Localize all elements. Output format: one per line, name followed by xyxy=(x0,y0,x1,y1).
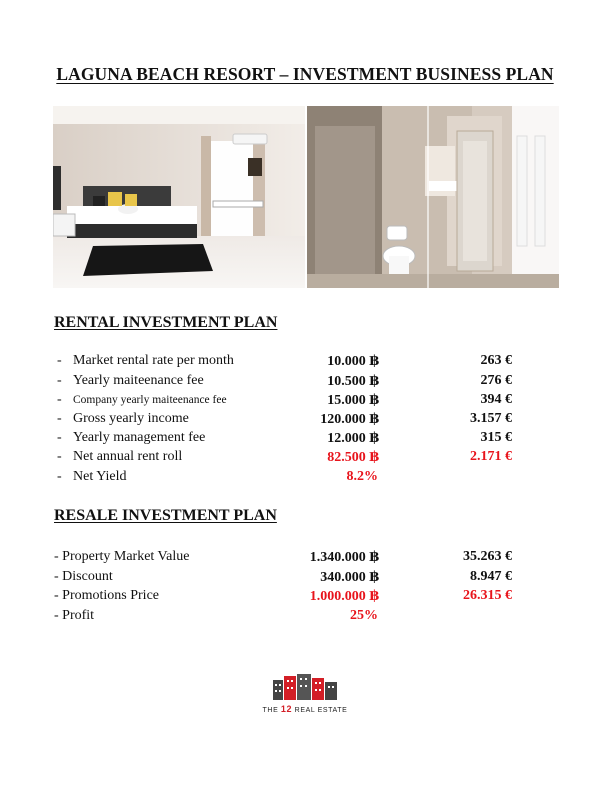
row-baht-value: 340.000 ฿ xyxy=(320,570,379,585)
row-label: Net annual rent roll xyxy=(73,449,183,464)
row-profit-value: 25% xyxy=(350,608,378,623)
row-dash: - xyxy=(57,373,62,388)
rental-row-market-rate xyxy=(0,353,610,372)
row-yield-value: 8.2% xyxy=(346,469,378,484)
buildings-logo-icon xyxy=(273,674,337,700)
rental-row-net-rent-roll xyxy=(0,449,610,468)
row-dash: - xyxy=(57,411,62,426)
logo-prefix: THE xyxy=(262,707,279,714)
page-title: LAGUNA BEACH RESORT – INVESTMENT BUSINESS PLAN xyxy=(56,64,554,84)
row-euro-value: 26.315 € xyxy=(463,588,512,603)
row-euro-value: 8.947 € xyxy=(470,569,512,584)
resale-row-market-value xyxy=(0,549,610,568)
row-baht-value: 82.500 ฿ xyxy=(327,450,379,465)
row-baht-value: 1.340.000 ฿ xyxy=(309,550,379,565)
row-baht-value: 120.000 ฿ xyxy=(320,412,379,427)
row-label: Market rental rate per month xyxy=(73,353,234,368)
row-label: - Discount xyxy=(54,569,113,584)
row-label: - Promotions Price xyxy=(54,588,159,603)
row-dash: - xyxy=(57,392,62,407)
row-euro-value: 394 € xyxy=(480,392,512,407)
row-euro-value: 263 € xyxy=(480,353,512,368)
row-baht-value: 1.000.000 ฿ xyxy=(309,589,379,604)
resale-row-discount xyxy=(0,569,610,588)
row-label: Yearly management fee xyxy=(73,430,206,445)
rental-row-yearly-maintenance xyxy=(0,373,610,392)
bedroom-photo xyxy=(53,106,305,288)
row-euro-value: 315 € xyxy=(480,430,512,445)
logo-number: 12 xyxy=(280,704,293,714)
row-euro-value: 2.171 € xyxy=(470,449,512,464)
row-label: Gross yearly income xyxy=(73,411,189,426)
row-dash: - xyxy=(57,430,62,445)
row-dash: - xyxy=(57,469,62,484)
row-label: Company yearly maiteenance fee xyxy=(73,394,227,406)
resale-plan-heading: RESALE INVESTMENT PLAN xyxy=(54,507,277,524)
resale-row-promotion-price xyxy=(0,588,610,607)
row-label: Yearly maiteenance fee xyxy=(73,373,204,388)
logo-suffix: REAL ESTATE xyxy=(294,707,348,714)
row-dash: - xyxy=(57,449,62,464)
row-baht-value: 10.000 ฿ xyxy=(327,354,379,369)
rental-row-management-fee xyxy=(0,430,610,449)
row-dash: - xyxy=(57,353,62,368)
row-euro-value: 276 € xyxy=(480,373,512,388)
rental-plan-heading: RENTAL INVESTMENT PLAN xyxy=(54,314,278,331)
row-label: Net Yield xyxy=(73,469,127,484)
bathroom-photo xyxy=(307,106,559,288)
row-euro-value: 35.263 € xyxy=(463,549,512,564)
rental-row-gross-income xyxy=(0,411,610,430)
rental-row-net-yield xyxy=(0,469,610,488)
row-label: - Profit xyxy=(54,608,95,623)
row-baht-value: 12.000 ฿ xyxy=(327,431,379,446)
rental-row-company-maintenance xyxy=(0,392,610,411)
row-baht-value: 10.500 ฿ xyxy=(327,374,379,389)
row-baht-value: 15.000 ฿ xyxy=(327,393,379,408)
company-logo xyxy=(232,674,378,716)
row-label: - Property Market Value xyxy=(54,549,190,564)
logo-wordmark xyxy=(232,704,378,714)
resale-row-profit xyxy=(0,608,610,627)
row-euro-value: 3.157 € xyxy=(470,411,512,426)
